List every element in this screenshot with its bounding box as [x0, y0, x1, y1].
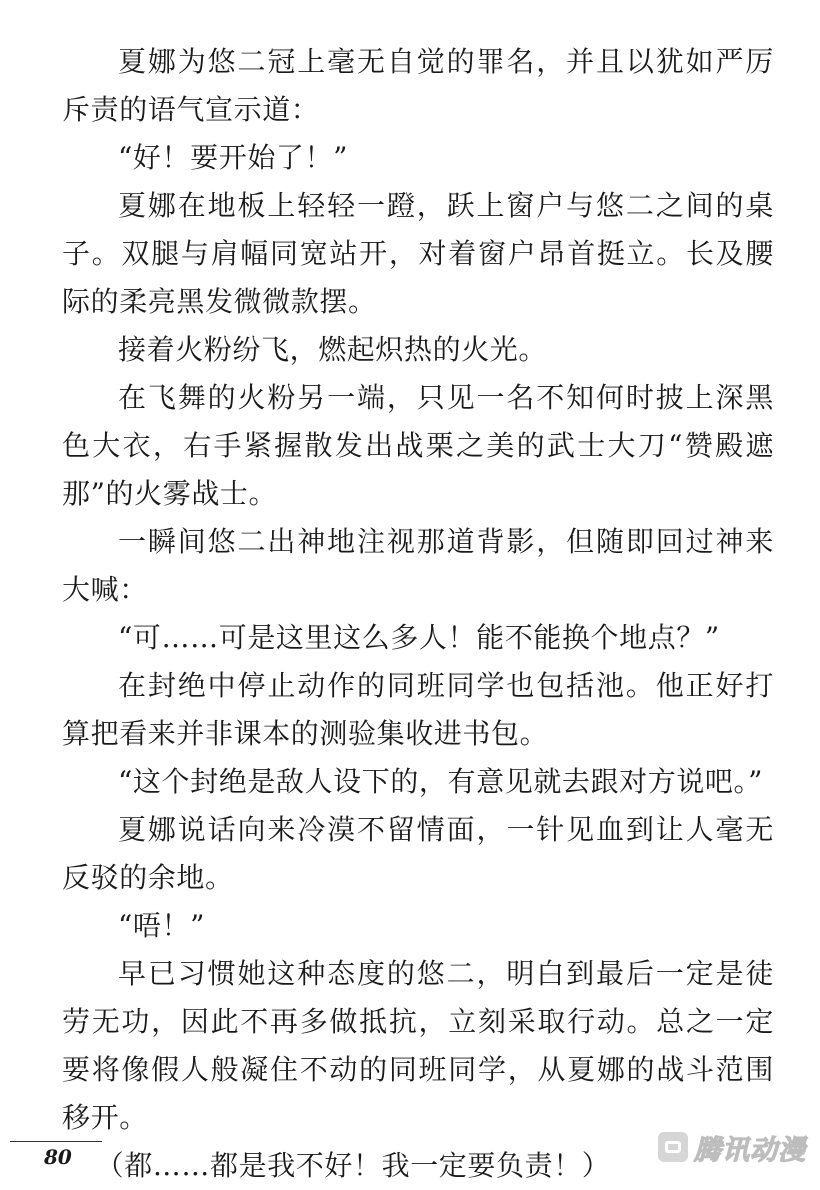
tencent-comic-logo-icon: [658, 1132, 688, 1162]
page-number: 80: [44, 1145, 72, 1169]
body-text: [62, 38, 774, 1190]
paragraph: 接着火粉纷飞，燃起炽热的火光。: [118, 333, 548, 366]
paragraph: “好！要开始了！”: [118, 141, 349, 174]
paragraph: 夏娜为悠二冠上毫无自觉的罪名，并且以犹如严厉斥责的语气宣示道：: [62, 45, 774, 126]
watermark-text: 腾讯动漫: [694, 1134, 806, 1166]
paragraph: 夏娜说话向来冷漠不留情面，一针见血到让人毫无反驳的余地。: [62, 813, 774, 894]
footer-rule: [10, 1141, 102, 1142]
paragraph: 在封绝中停止动作的同班同学也包括池。他正好打算把看来并非课本的测验集收进书包。: [62, 669, 774, 750]
paragraph: 一瞬间悠二出神地注视那道背影，但随即回过神来大喊：: [62, 525, 774, 606]
paragraph: “这个封绝是敌人设下的，有意见就去跟对方说吧。”: [118, 765, 764, 798]
paragraph: “可……可是这里这么多人！能不能换个地点？”: [118, 621, 720, 654]
paragraph: 在飞舞的火粉另一端，只见一名不知何时披上深黑色大衣，右手紧握散发出战栗之美的武士大刀“赞殿遮那”的火雾战士。: [62, 381, 774, 510]
paragraph: 夏娜在地板上轻轻一蹬，跃上窗户与悠二之间的桌子。双腿与肩幅同宽站开，对着窗户昂首挺立。长及腰际的柔亮黑发微微款摆。: [62, 189, 774, 318]
paragraph: “唔！”: [118, 909, 206, 942]
paragraph: 早已习惯她这种态度的悠二，明白到最后一定是徒劳无功，因此不再多做抵抗，立刻采取行动。总之一定要将像假人般凝住不动的同班同学，从夏娜的战斗范围移开。: [62, 957, 774, 1134]
paragraph: （都……都是我不好！我一定要负责！）: [95, 1149, 611, 1182]
watermark: [658, 1128, 806, 1166]
